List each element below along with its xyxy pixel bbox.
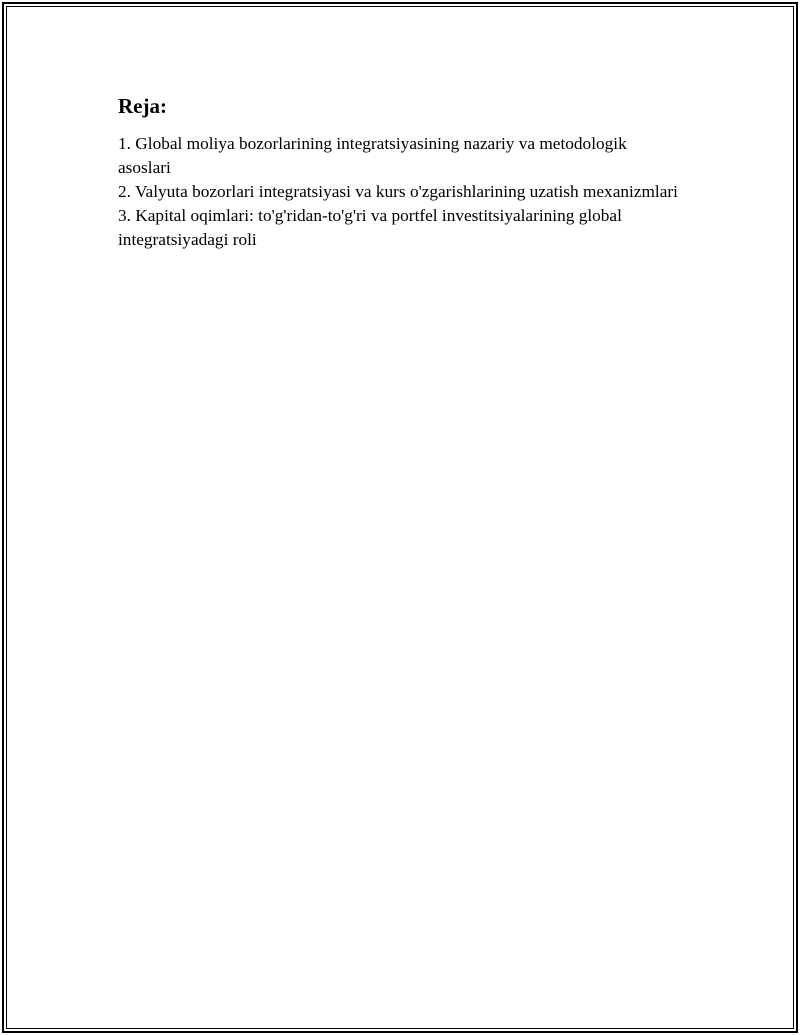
plan-heading: Reja:	[118, 94, 167, 118]
plan-item-3: 3. Kapital oqimlari: to'g'ridan-to'g'ri va portfel investitsiyalarining global integratsiyadagi roli	[118, 206, 622, 249]
document-content	[118, 92, 678, 252]
plan-item-1: 1. Global moliya bozorlarining integratsiyasining nazariy va metodologik asoslari	[118, 134, 627, 177]
plan-item-2: 2. Valyuta bozorlari integratsiyasi va kurs o'zgarishlarining uzatish mexanizmlari	[118, 182, 678, 201]
plan-list	[118, 132, 678, 252]
